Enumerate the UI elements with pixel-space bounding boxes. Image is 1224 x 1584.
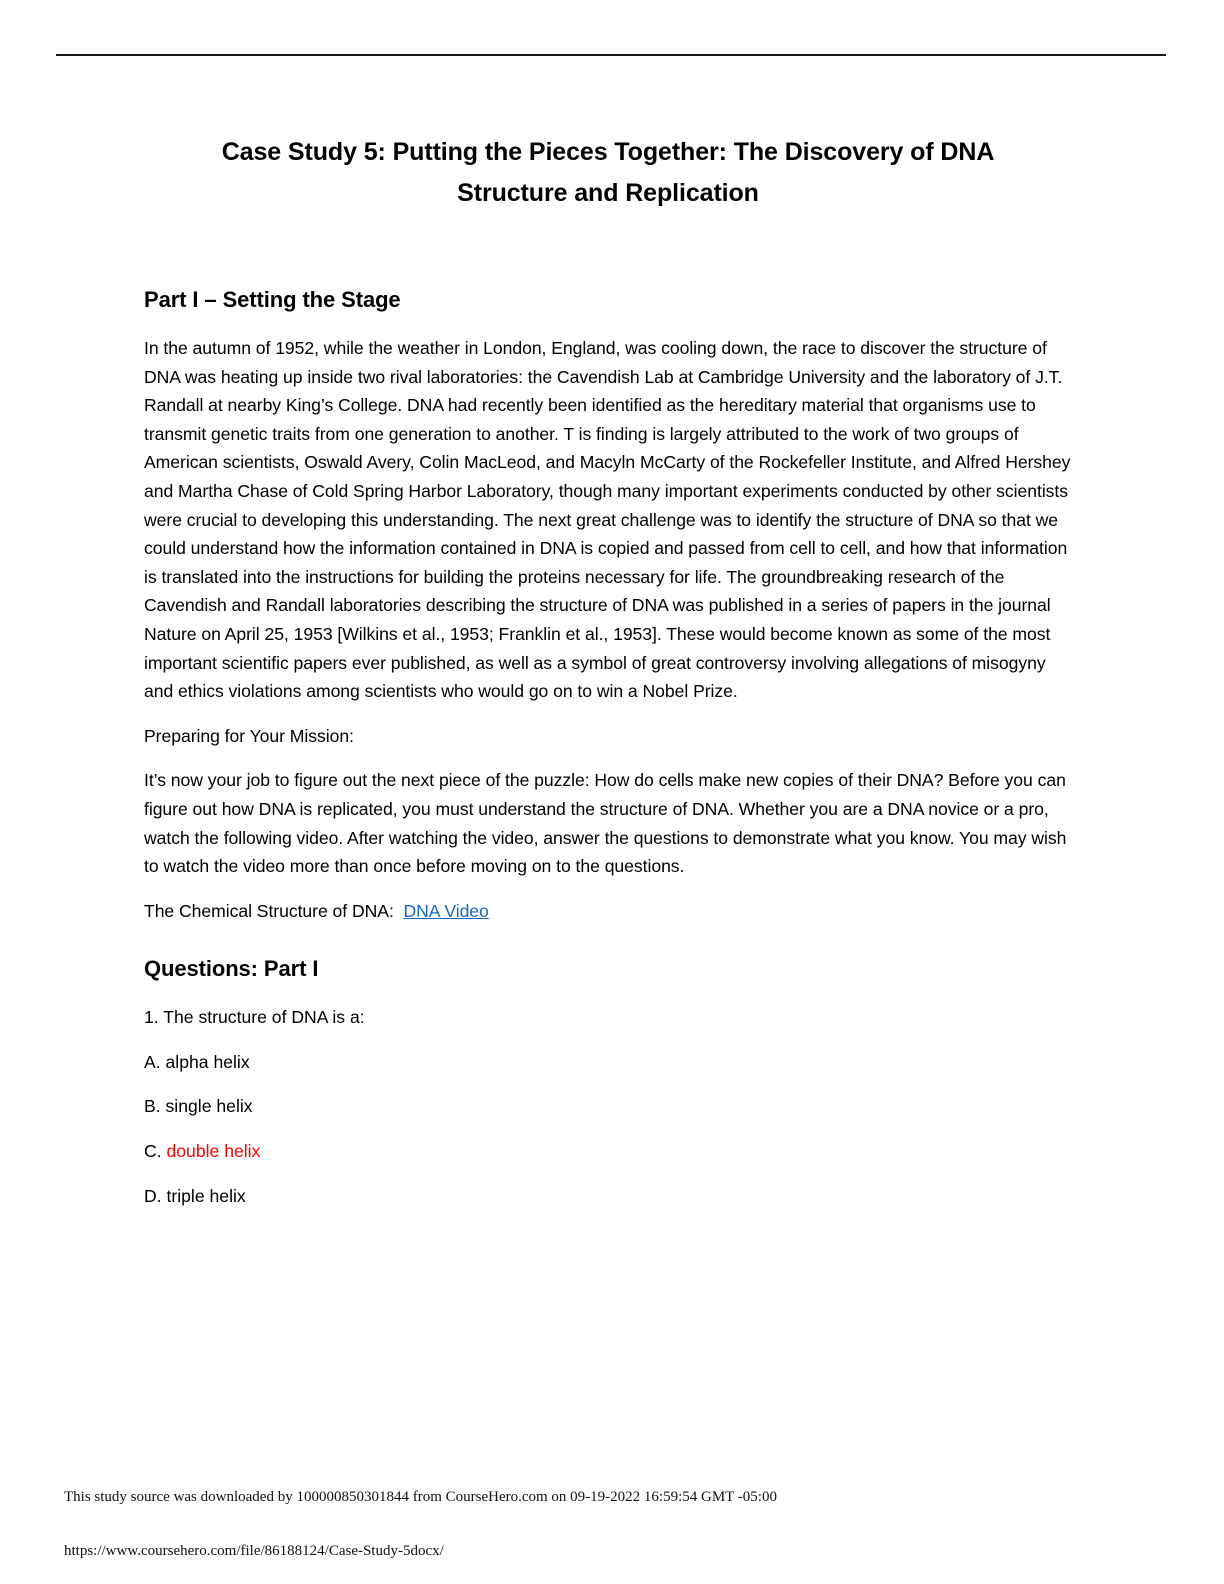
question-1-option-d[interactable] [144, 1182, 1072, 1211]
option-b-text: single helix [160, 1096, 253, 1117]
question-1-option-c[interactable] [144, 1137, 1072, 1166]
video-label: The Chemical Structure of DNA: [144, 900, 394, 921]
footer-source-url: https://www.coursehero.com/file/86188124/Case-Study-5docx/ [64, 1543, 444, 1559]
heading-questions-part-1: Questions: Part I [144, 956, 319, 982]
heading-spacer [144, 314, 1072, 334]
option-a-prefix: A. [144, 1051, 161, 1072]
paragraph-spacer [144, 750, 1072, 766]
option-c-text: double helix [161, 1141, 261, 1162]
document-content [144, 132, 1072, 1210]
option-d-prefix: D. [144, 1185, 162, 1206]
header-divider [56, 54, 1166, 56]
video-line [144, 897, 1072, 926]
question-spacer [144, 1032, 1072, 1048]
footer-download-notice: This study source was downloaded by 100000850301844 from CourseHero.com on 09-19-2022 16:59:54 GMT -05:00 [64, 1489, 777, 1505]
option-a-text: alpha helix [160, 1051, 250, 1072]
paragraph-part-1-intro: In the autumn of 1952, while the weather in London, England, was cooling down, the race to discover the structure of DNA was heating up inside two rival laboratories: the Cavendish Lab at Cambridge University and the laboratory of J.T. Randall at nearby King’s College. DNA had recently been identified as the hereditary material that organisms use to transmit genetic traits from one generation to another. T is finding is largely attributed to the work of two groups of American scientists, Oswald Avery, Colin MacLeod, and Macyln McCarty of the Rockefeller Institute, and Alfred Hershey and Martha Chase of Cold Spring Harbor Laboratory, though many important experiments conducted by other scientists were crucial to developing this understanding. The next great challenge was to identify the structure of DNA so that we could understand how the information contained in DNA is copied and passed from cell to cell, and how that information is translated into the instructions for building the proteins necessary for life. The groundbreaking research of the Cavendish and Randall laboratories describing the structure of DNA was published in a series of papers in the journal Nature on April 25, 1953 [Wilkins et al., 1953; Franklin et al., 1953]. These would become known as some of the most important scientific papers ever published, as well as a symbol of great controversy involving allegations of misogyny and ethics violations among scientists who would go on to win a Nobel Prize. [144, 338, 1071, 702]
option-c-prefix: C. [144, 1141, 162, 1162]
document-title: Case Study 5: Putting the Pieces Together: The Discovery of DNA Structure and Replication [221, 138, 995, 207]
question-1-text: 1. The structure of DNA is a: [144, 1007, 365, 1028]
title-spacer [144, 214, 1072, 286]
dna-video-link[interactable]: DNA Video [403, 900, 489, 921]
paragraph-mission-instructions: It’s now your job to figure out the next piece of the puzzle: How do cells make new copies of their DNA? Before you can figure out how DNA is replicated, you must understand the structure of DNA. Whether you are a DNA novice or a pro, watch the following video. After watching the video, answer the questions to demonstrate what you know. You may wish to watch the video more than once before moving on to the questions. [144, 770, 1067, 877]
option-b-prefix: B. [144, 1096, 161, 1117]
paragraph-spacer [144, 925, 1072, 941]
question-spacer [144, 1121, 1072, 1137]
question-spacer [144, 1166, 1072, 1182]
option-d-text: triple helix [161, 1185, 246, 1206]
label-preparing-for-your-mission: Preparing for Your Mission: [144, 725, 354, 746]
question-spacer [144, 1076, 1072, 1092]
heading-spacer [144, 983, 1072, 1003]
paragraph-spacer [144, 941, 1072, 955]
question-1-option-a[interactable] [144, 1048, 1072, 1077]
paragraph-spacer [144, 881, 1072, 897]
paragraph-spacer [144, 706, 1072, 722]
question-1-option-b[interactable] [144, 1092, 1072, 1121]
heading-part-1: Part I – Setting the Stage [144, 287, 401, 312]
